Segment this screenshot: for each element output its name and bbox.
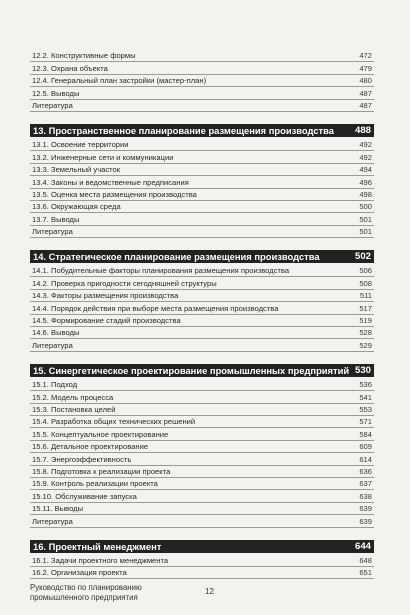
chapter-title: 14. Стратегическое планирование размещения производства <box>33 251 320 263</box>
toc-entry <box>30 213 374 225</box>
toc-entry-title: 15.6. Детальное проектирование <box>32 442 149 452</box>
toc-entry-page: 487 <box>359 100 372 110</box>
toc-entry-title: 14.4. Порядок действия при выборе места размещения производства <box>32 303 279 313</box>
footer-line-2: промышленного предприятия <box>30 593 138 602</box>
toc-entry <box>30 391 374 403</box>
toc-entry <box>30 201 374 213</box>
chapter-heading <box>30 540 374 553</box>
toc-entry-page: 508 <box>359 278 372 288</box>
toc-entry-title: 14.1. Побудительные факторы планирования размещения производства <box>32 266 290 276</box>
toc-entry-page: 609 <box>359 442 372 452</box>
toc-entry <box>30 100 374 112</box>
chapter-title: 16. Проектный менеджмент <box>33 540 162 552</box>
toc-entry-title: Литература <box>32 227 73 237</box>
toc-entry <box>30 453 374 465</box>
toc-entry-page: 501 <box>359 227 372 237</box>
toc-entry-page: 492 <box>359 152 372 162</box>
toc-entry-title: 15.2. Модель процесса <box>32 392 114 402</box>
toc-entry <box>30 189 374 201</box>
toc-entry-title: 13.3. Земельный участок <box>32 165 121 175</box>
toc-entry-title: Литература <box>32 100 73 110</box>
toc-entry-title: 12.5. Выводы <box>32 88 80 98</box>
toc-entry-page: 536 <box>359 380 372 390</box>
toc-entry-title: 12.3. Охрана объекта <box>32 63 108 73</box>
toc-entry <box>30 567 374 579</box>
toc-entry <box>30 379 374 391</box>
toc-entry-title: 15.3. Постановка целей <box>32 404 116 414</box>
toc-entry <box>30 428 374 440</box>
toc-entry-page: 638 <box>359 491 372 501</box>
toc-entry <box>30 327 374 339</box>
toc-entry-page: 498 <box>359 189 372 199</box>
toc-entry-page: 479 <box>359 63 372 73</box>
chapter-heading <box>30 250 374 263</box>
toc-entry-page: 506 <box>359 266 372 276</box>
toc-entry <box>30 404 374 416</box>
toc-entry-page: 501 <box>359 214 372 224</box>
toc-entry-page: 637 <box>359 479 372 489</box>
toc-entry-title: 16.2. Организация проекта <box>32 568 127 578</box>
toc-entry <box>30 62 374 74</box>
toc-entry <box>30 75 374 87</box>
toc-entry-page: 651 <box>359 568 372 578</box>
toc-entry <box>30 87 374 99</box>
toc-entry <box>30 441 374 453</box>
toc-entry <box>30 164 374 176</box>
footer-line-1: Руководство по планированию <box>30 583 142 592</box>
toc-entry-title: 15.5. Концептуальное проектирование <box>32 429 169 439</box>
toc-entry-title: 15.4. Разработка общих технических решений <box>32 417 196 427</box>
toc-entry-page: 496 <box>359 177 372 187</box>
toc-entry-title: 14.3. Факторы размещения производства <box>32 291 179 301</box>
toc-entry-title: 12.4. Генеральный план застройки (мастер-план) <box>32 76 207 86</box>
toc-entry <box>30 416 374 428</box>
toc-entry <box>30 151 374 163</box>
toc-entry-title: Литература <box>32 340 73 350</box>
toc-entry-title: 14.2. Проверка пригодности сегодняшней структуры <box>32 278 217 288</box>
chapter-page: 530 <box>354 364 371 376</box>
toc-entry-title: 14.5. Формирование стадий производства <box>32 316 181 326</box>
toc-entry-page: 494 <box>359 165 372 175</box>
toc-entry-title: 12.2. Конструктивные формы <box>32 51 136 61</box>
toc-entry-page: 636 <box>359 466 372 476</box>
toc-entry-title: 13.6. Окружающая среда <box>32 202 121 212</box>
chapter-heading <box>30 124 374 137</box>
toc-entry-title: 15.7. Энергоэффективность <box>32 454 132 464</box>
chapter-page: 644 <box>354 540 371 552</box>
toc-entry-page: 511 <box>359 291 372 301</box>
toc-entry-page: 529 <box>359 340 372 350</box>
toc-entry-page: 500 <box>359 202 372 212</box>
toc-entry <box>30 50 374 62</box>
toc-entry-page: 492 <box>359 140 372 150</box>
toc-entry <box>30 139 374 151</box>
toc-entry <box>30 290 374 302</box>
chapter-title: 15. Синергетическое проектирование промышленных предприятий <box>33 364 350 376</box>
toc-entry <box>30 302 374 314</box>
table-of-contents <box>30 50 374 579</box>
chapter-title: 13. Пространственное планирование размещения производства <box>33 124 334 136</box>
toc-entry-page: 541 <box>359 392 372 402</box>
chapter-page: 488 <box>354 124 371 136</box>
toc-entry-page: 480 <box>359 76 372 86</box>
toc-entry-title: 15.1. Подход <box>32 380 78 390</box>
toc-entry-title: 15.11. Выводы <box>32 504 84 514</box>
toc-entry-page: 519 <box>359 316 372 326</box>
toc-entry-page: 584 <box>359 429 372 439</box>
chapter-heading <box>30 364 374 377</box>
toc-entry-page: 648 <box>359 555 372 565</box>
toc-entry-page: 487 <box>359 88 372 98</box>
chapter-page: 502 <box>354 251 371 263</box>
toc-entry <box>30 277 374 289</box>
toc-entry-title: Литература <box>32 516 73 526</box>
toc-entry-page: 639 <box>359 504 372 514</box>
toc-entry-title: 13.1. Освоение территории <box>32 140 129 150</box>
toc-entry-page: 571 <box>359 417 372 427</box>
toc-entry-title: 15.10. Обслуживание запуска <box>32 491 137 501</box>
toc-entry-page: 528 <box>359 328 372 338</box>
toc-entry <box>30 490 374 502</box>
toc-entry-title: 15.9. Контроль реализации проекта <box>32 479 158 489</box>
toc-entry <box>30 339 374 351</box>
toc-entry <box>30 226 374 238</box>
toc-entry-page: 639 <box>359 516 372 526</box>
toc-entry <box>30 503 374 515</box>
toc-entry-title: 14.6. Выводы <box>32 328 80 338</box>
page-number: 12 <box>205 587 214 596</box>
toc-entry-title: 13.2. Инженерные сети и коммуникации <box>32 152 174 162</box>
toc-entry <box>30 176 374 188</box>
toc-entry-page: 553 <box>359 404 372 414</box>
toc-entry-page: 517 <box>359 303 372 313</box>
toc-entry-title: 15.8. Подготовка к реализации проекта <box>32 466 171 476</box>
toc-entry <box>30 265 374 277</box>
toc-entry-title: 16.1. Задачи проектного менеджмента <box>32 555 169 565</box>
toc-entry-page: 614 <box>359 454 372 464</box>
toc-entry-title: 13.4. Законы и ведомственные предписания <box>32 177 189 187</box>
toc-entry-page: 472 <box>359 51 372 61</box>
toc-entry <box>30 555 374 567</box>
toc-entry <box>30 315 374 327</box>
toc-entry <box>30 478 374 490</box>
toc-entry-title: 13.7. Выводы <box>32 214 80 224</box>
toc-entry <box>30 466 374 478</box>
book-title-footer <box>30 583 142 603</box>
toc-entry <box>30 515 374 527</box>
toc-entry-title: 13.5. Оценка места размещения производства <box>32 189 197 199</box>
